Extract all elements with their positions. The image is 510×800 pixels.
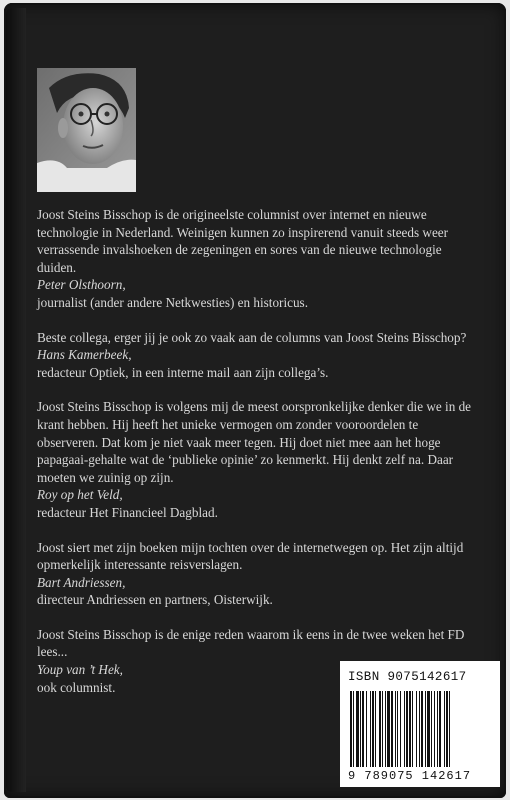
barcode-bar — [353, 691, 354, 767]
quote-block — [37, 539, 477, 609]
quote-text: Joost Steins Bisschop is volgens mij de meest oorspronkelijke denker die we in de krant hebben. Hij heeft het unieke vermogen om zonder vooroordelen te observeren. Dat kom je niet vaak meer tegen. Hij doet niet mee aan het hoge papagaai-gehalte wat de ‘publieke opinie’ zo kenmerkt. Hij denkt zelf na. Daar moeten we zuinig op zijn. — [37, 399, 472, 485]
quote-author-role: redacteur Optiek, in een interne mail aan zijn collega’s. — [37, 364, 329, 380]
quote-author-role: redacteur Het Financieel Dagblad. — [37, 504, 218, 520]
barcode-bar — [434, 691, 435, 767]
barcode-bar — [444, 691, 445, 767]
isbn-barcode-label — [340, 661, 500, 787]
barcode-bar — [416, 691, 417, 767]
barcode-bar — [375, 691, 376, 767]
barcode-bar — [431, 691, 432, 767]
barcode-bar — [360, 691, 361, 767]
quote-block — [37, 329, 477, 382]
quote-author-role: directeur Andriessen en partners, Oisterwijk. — [37, 592, 273, 608]
quote-text: Joost Steins Bisschop is de origineelste columnist over internet en nieuwe technologie in Nederland. Weinigen kunnen zo inspirerend vanuit steeds weer verrassende invalshoeken de zegeningen en sores van de nieuwe technologie duiden. — [37, 207, 449, 275]
barcode-bar — [427, 691, 430, 767]
review-quotes — [37, 206, 477, 713]
barcode-bar — [385, 691, 386, 767]
barcode-bar — [382, 691, 383, 767]
barcode-bar — [370, 691, 371, 767]
author-photo — [37, 68, 136, 192]
quote-author: Peter Olsthoorn, — [37, 277, 126, 293]
quote-author-role: journalist (ander andere Netkwesties) en historicus. — [37, 294, 308, 310]
barcode-bar — [404, 691, 405, 767]
barcode-bar — [395, 691, 396, 767]
barcode-bar — [372, 691, 374, 767]
barcode-bar — [362, 691, 364, 767]
barcode-bar — [409, 691, 411, 767]
barcode-bar — [379, 691, 381, 767]
barcode-bar — [350, 691, 352, 767]
barcode-bar — [412, 691, 413, 767]
book-spine-edge — [6, 8, 26, 792]
quote-block — [37, 398, 477, 521]
isbn-number: ISBN 9075142617 — [348, 670, 467, 684]
quote-block — [37, 206, 477, 312]
barcode-bar — [391, 691, 393, 767]
quote-text: Joost Steins Bisschop is de enige reden waarom ik eens in de twee weken het FD lees... — [37, 626, 465, 660]
barcode-digits: 9 789075 142617 — [348, 769, 472, 783]
barcode-bar — [387, 691, 390, 767]
barcode-bar — [366, 691, 367, 767]
barcode-bar — [397, 691, 398, 767]
barcode-bar — [356, 691, 359, 767]
barcode-bar — [446, 691, 448, 767]
barcode-bar — [406, 691, 408, 767]
barcode-bar — [437, 691, 438, 767]
barcode-bar — [421, 691, 423, 767]
quote-author: Bart Andriessen, — [37, 574, 126, 590]
quote-author: Hans Kamerbeek, — [37, 347, 132, 363]
quote-author-role: ook columnist. — [37, 679, 116, 695]
quote-text: Beste collega, erger jij je ook zo vaak aan de columns van Joost Steins Bisschop? — [37, 329, 467, 345]
barcode-bars — [348, 691, 492, 767]
barcode-bar — [419, 691, 420, 767]
quote-author: Roy op het Veld, — [37, 487, 123, 503]
barcode-bar — [439, 691, 441, 767]
quote-author: Youp van ’t Hek, — [37, 662, 123, 678]
barcode-bar — [425, 691, 426, 767]
quote-text: Joost siert met zijn boeken mijn tochten over de internetwegen op. Het zijn altijd opmerkelijk interessante reisverslagen. — [37, 539, 464, 573]
barcode-bar — [449, 691, 450, 767]
barcode-bar — [400, 691, 401, 767]
